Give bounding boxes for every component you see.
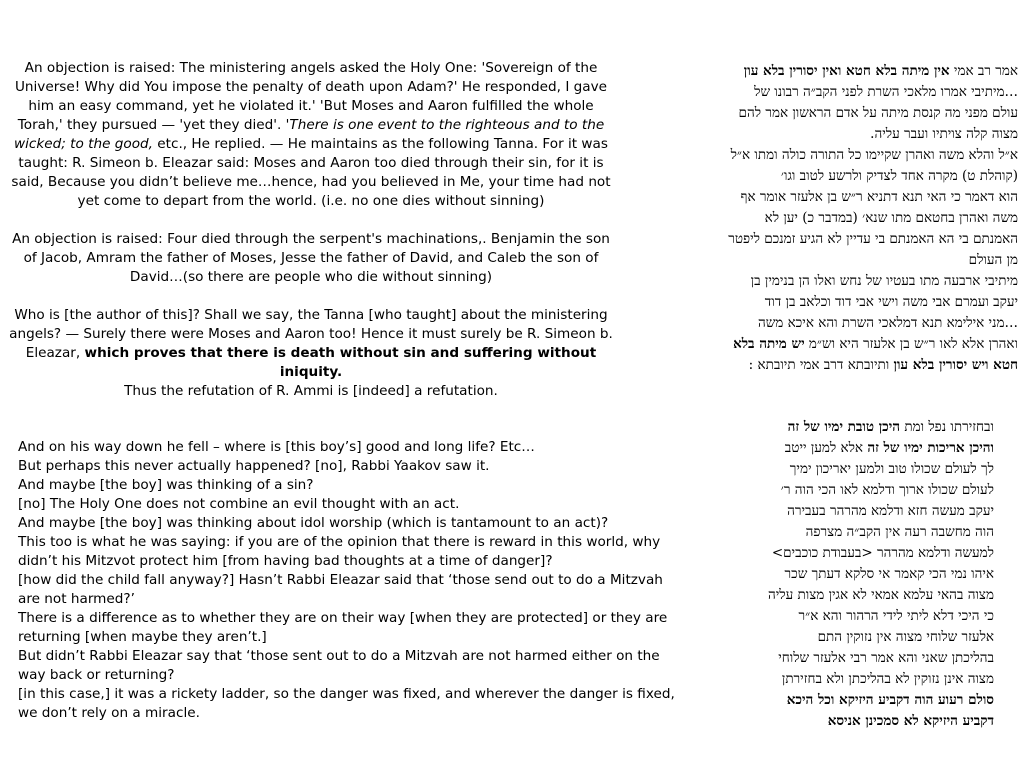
hebrew-segment: ובחזירתו נפל ומת bbox=[900, 419, 994, 435]
hebrew-line: יעקב ועמרם אבי משה וישי אבי דוד וכלאב בן דוד bbox=[764, 294, 1018, 310]
hebrew-line: האמנתם בי הא האמנתם בי עדיין לא הגיע זמנכם ליפטר bbox=[728, 231, 1018, 247]
paragraph-gap bbox=[4, 211, 618, 230]
translation-line: But perhaps this never actually happened? [no], Rabbi Yaakov saw it. bbox=[18, 458, 490, 474]
hebrew-line: הוא דאמר כי האי תנא דתניא ר״ש בן אלעזר אומר אף bbox=[740, 189, 1018, 205]
hebrew-bold-segment: דקביע היזיקא לא סמכינן אניסא bbox=[827, 713, 994, 729]
text-segment: Thus the refutation of R. Ammi is [indeed] a refutation. bbox=[124, 383, 498, 399]
hebrew-line: (קוהלת ט) מקרה אחד לצדיק ולרשע לטוב וגו׳ bbox=[780, 168, 1018, 184]
hebrew-text-top bbox=[638, 61, 1018, 376]
hebrew-segment: ותיובתא דרב אמי תיובתא : bbox=[748, 357, 894, 373]
translation-line: But didn’t Rabbi Eleazar say that ‘those sent out to do a Mitzvah are not harmed either on the way back or returning? bbox=[18, 648, 660, 683]
hebrew-bold-segment: אין מיתה בלא חטא ואין יסורין בלא עון bbox=[743, 63, 950, 79]
hebrew-line bbox=[738, 711, 994, 732]
hebrew-line: למעשה ודלמא מהרהר <בעבודת כוכבים> bbox=[771, 545, 994, 561]
english-translation-bottom bbox=[18, 438, 688, 723]
hebrew-line: אלעזר שלוחי מצוה אין נזוקין התם bbox=[817, 629, 994, 645]
text-segment: etc., He replied. — He maintains as the following Tanna. For it was taught: R. Simeon b. Eleazar said: Moses and Aaron too died through their sin, for it is said, Because you didn’t believe me…hence, had you believed in Me, your time had not yet come to depart from the world. (i.e. no one dies without sinning) bbox=[11, 136, 611, 209]
bold-statement: which proves that there is death without sin and suffering without iniquity. bbox=[84, 345, 597, 380]
hebrew-line: מצוה קלה צויתיו ועבר עליה. bbox=[870, 126, 1018, 142]
hebrew-segment: אלא למען ייטב bbox=[784, 440, 868, 456]
translation-line: This too is what he was saying: if you are of the opinion that there is reward in this world, why didn’t his Mitzvot protect him [from having bad thoughts at a time of danger]? bbox=[18, 534, 661, 569]
hebrew-bold-segment: יש מיתה בלא bbox=[733, 336, 805, 352]
hebrew-bold-segment: והיכן אריכות ימיו של זה bbox=[867, 440, 994, 456]
hebrew-line: כי היכי דלא ליתי לידי הרהור והא א״ר bbox=[798, 608, 994, 624]
translation-line: [no] The Holy One does not combine an evil thought with an act. bbox=[18, 496, 460, 512]
hebrew-line: לך לעולם שכולו טוב ולמען יאריכון ימיך bbox=[789, 461, 994, 477]
translation-line: There is a difference as to whether they are on their way [when they are protected] or they are returning [when maybe they aren’t.] bbox=[18, 610, 668, 645]
translation-line: [how did the child fall anyway?] Hasn’t Rabbi Eleazar said that ‘those send out to do a Mitzvah are not harmed?’ bbox=[18, 572, 663, 607]
hebrew-line: לעולם שכולו ארוך ודלמא לאו הכי הוה ר׳ bbox=[780, 482, 994, 498]
hebrew-line bbox=[738, 438, 994, 459]
paragraph-objection-serpent: An objection is raised: Four died through the serpent's machinations,. Benjamin the son of Jacob, Amram the father of Moses, Jesse the father of David, and Caleb the son of David…(so there are people who die without sinning) bbox=[12, 231, 610, 285]
hebrew-line: …מני אילימא תנא דמלאכי השרת והא איכא משה bbox=[757, 315, 1018, 331]
hebrew-line: מן העולם bbox=[968, 252, 1018, 268]
hebrew-bold-segment: חטא ויש יסורין בלא עון bbox=[893, 357, 1018, 373]
translation-line: And maybe [the boy] was thinking of a sin? bbox=[18, 477, 314, 493]
text-segment: Who is [the author of this]? Shall we say, the Tanna [who taught] about the ministering angels? — Surely there were Moses and Aaron too! Hence it must surely be R. Simeon b. Eleazar, bbox=[9, 307, 613, 361]
translation-line: And on his way down he fell – where is [this boy’s] good and long life? Etc… bbox=[18, 439, 535, 455]
hebrew-line: הוה מחשבה רעה אין הקב״ה מצרפה bbox=[805, 524, 994, 540]
hebrew-line: א״ל והלא משה ואהרן שקיימו כל התורה כולה ומתו א״ל bbox=[730, 147, 1018, 163]
hebrew-segment: ואהרן אלא לאו ר״ש בן אלעזר היא וש״מ bbox=[804, 336, 1018, 352]
hebrew-bold-segment: סולם רעוע הוה דקביע היזיקא וכל היכא bbox=[786, 692, 994, 708]
text-segment: An objection is raised: The ministering angels asked the Holy One: 'Sovereign of the Universe! Why did You impose the penalty of death upon Adam?' He responded, I gave him an easy command, yet he violated it.' 'But Moses and Aaron fulfilled the whole Torah,' they pursued — 'yet they died'. bbox=[14, 60, 608, 133]
translation-line: And maybe [the boy] was thinking about idol worship (which is tantamount to an act)? bbox=[18, 515, 609, 531]
translation-line: [in this case,] it was a rickety ladder, so the danger was fixed, and wherever the danger is fixed, we don’t rely on a miracle. bbox=[18, 686, 675, 721]
hebrew-line bbox=[638, 61, 1018, 82]
hebrew-line: מצוה אינן נזוקין לא בהליכתן ולא בחזירתן bbox=[781, 671, 994, 687]
hebrew-line: משה ואהרן בחטאם מתו שנא׳ (במדבר כ) יען לא bbox=[764, 210, 1018, 226]
hebrew-line bbox=[738, 417, 994, 438]
hebrew-line bbox=[638, 355, 1018, 376]
hebrew-line bbox=[638, 334, 1018, 355]
hebrew-line: עולם מפני מה קנסת מיתה על אדם הראשון אמר להם bbox=[738, 105, 1018, 121]
hebrew-segment: אמר רב אמי bbox=[949, 63, 1018, 79]
hebrew-line: מצוה בהאי עלמא אמאי לא אגין מצות עליה bbox=[767, 587, 994, 603]
quote-italic: 'There is one event to the righteous and to the wicked; to the good, bbox=[14, 117, 605, 152]
hebrew-text-bottom bbox=[738, 417, 994, 732]
paragraph-conclusion bbox=[4, 306, 618, 401]
paragraph-gap bbox=[4, 287, 618, 306]
hebrew-line bbox=[738, 690, 994, 711]
hebrew-line: …מיתיבי אמרו מלאכי השרת לפני הקב״ה רבונו של bbox=[754, 84, 1018, 100]
hebrew-bold-segment: היכן טובת ימיו של זה bbox=[787, 419, 901, 435]
hebrew-line: יעקב מעשה חזא ודלמא מהרהר בעבירה bbox=[787, 503, 994, 519]
english-translation-top bbox=[4, 59, 618, 401]
hebrew-line: בהליכתן שאני והא אמר רבי אלעזר שלוחי bbox=[778, 650, 994, 666]
hebrew-line: איהו נמי הכי קאמר אי סלקא דעתך שכר bbox=[784, 566, 994, 582]
hebrew-line: מיתיבי ארבעה מתו בעטיו של נחש ואלו הן בנימין בן bbox=[750, 273, 1018, 289]
paragraph-objection-angels bbox=[4, 59, 618, 211]
